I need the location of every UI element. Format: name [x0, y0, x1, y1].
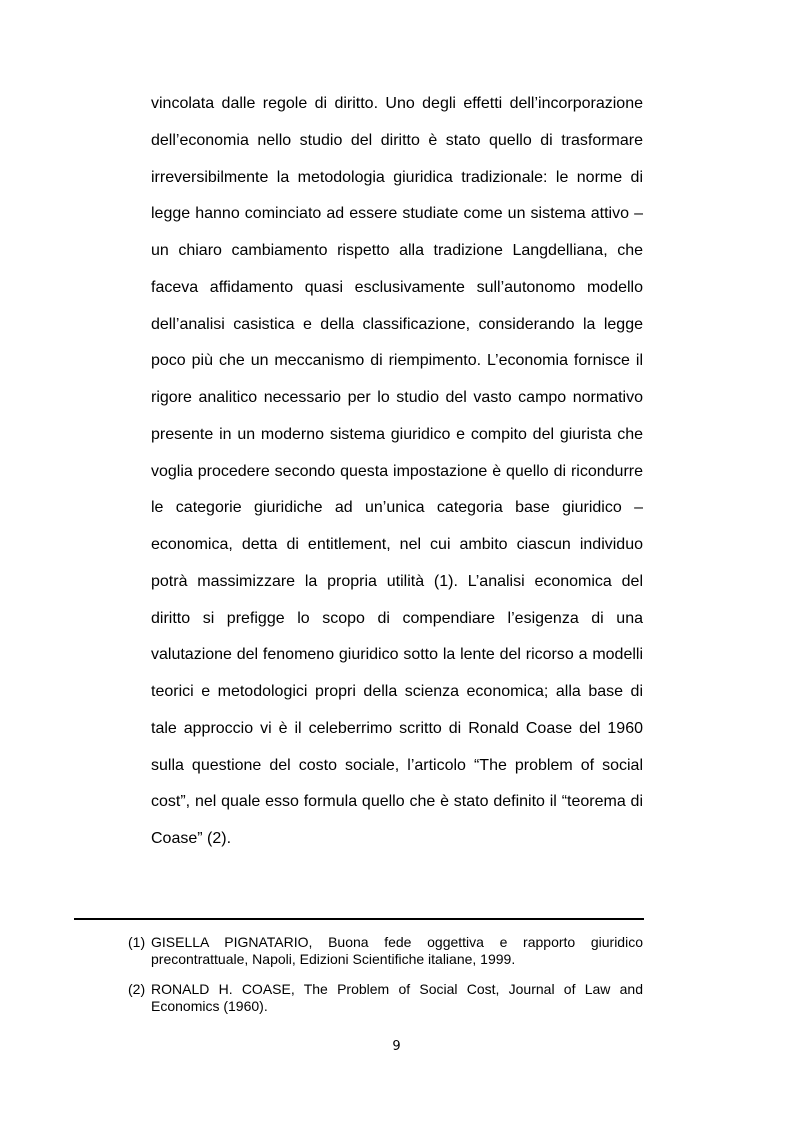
page-number: 9 — [392, 1039, 401, 1054]
body-line: valutazione del fenomeno giuridico sotto la lente del ricorso a modelli — [151, 646, 643, 663]
body-line: tale approccio vi è il celeberrimo scritto di Ronald Coase del 1960 — [151, 720, 643, 737]
body-line: cost”, nel quale esso formula quello che è stato definito il “teorema di — [151, 793, 643, 810]
body-line: poco più che un meccanismo di riempimento. L’economia fornisce il — [151, 352, 643, 369]
body-line: economica, detta di entitlement, nel cui ambito ciascun individuo — [151, 536, 643, 553]
body-line: faceva affidamento quasi esclusivamente sull’autonomo modello — [151, 279, 643, 296]
footnote-line: RONALD H. COASE, The Problem of Social Cost, Journal of Law and — [151, 981, 643, 997]
body-line: un chiaro cambiamento rispetto alla tradizione Langdelliana, che — [151, 242, 643, 259]
body-line: irreversibilmente la metodologia giuridica tradizionale: le norme di — [151, 169, 643, 186]
footnote-line: precontrattuale, Napoli, Edizioni Scientifiche italiane, 1999. — [151, 951, 516, 967]
footnote-line: GISELLA PIGNATARIO, Buona fede oggettiva e rapporto giuridico — [151, 934, 643, 950]
body-line: teorici e metodologici propri della scienza economica; alla base di — [151, 683, 643, 700]
body-line: vincolata dalle regole di diritto. Uno degli effetti dell’incorporazione — [151, 95, 643, 112]
body-line: dell’analisi casistica e della classificazione, considerando la legge — [151, 316, 643, 333]
body-line: rigore analitico necessario per lo studio del vasto campo normativo — [151, 389, 643, 406]
footnote-number: (2) — [128, 981, 146, 997]
footnote-number: (1) — [128, 934, 146, 950]
body-line: presente in un moderno sistema giuridico e compito del giurista che — [151, 426, 643, 443]
body-line: le categorie giuridiche ad un’unica categoria base giuridico – — [151, 499, 643, 516]
body-line: diritto si prefigge lo scopo di compendiare l’esigenza di una — [151, 610, 643, 627]
body-line: dell’economia nello studio del diritto è stato quello di trasformare — [151, 132, 643, 149]
body-line: legge hanno cominciato ad essere studiate come un sistema attivo – — [151, 205, 643, 222]
footnote-line: Economics (1960). — [151, 998, 268, 1014]
body-line: Coase” (2). — [151, 830, 232, 847]
body-line: potrà massimizzare la propria utilità (1). L’analisi economica del — [151, 573, 643, 590]
footnote-separator — [74, 918, 644, 920]
body-line: sulla questione del costo sociale, l’articolo “The problem of social — [151, 757, 643, 774]
body-line: voglia procedere secondo questa impostazione è quello di ricondurre — [151, 463, 643, 480]
